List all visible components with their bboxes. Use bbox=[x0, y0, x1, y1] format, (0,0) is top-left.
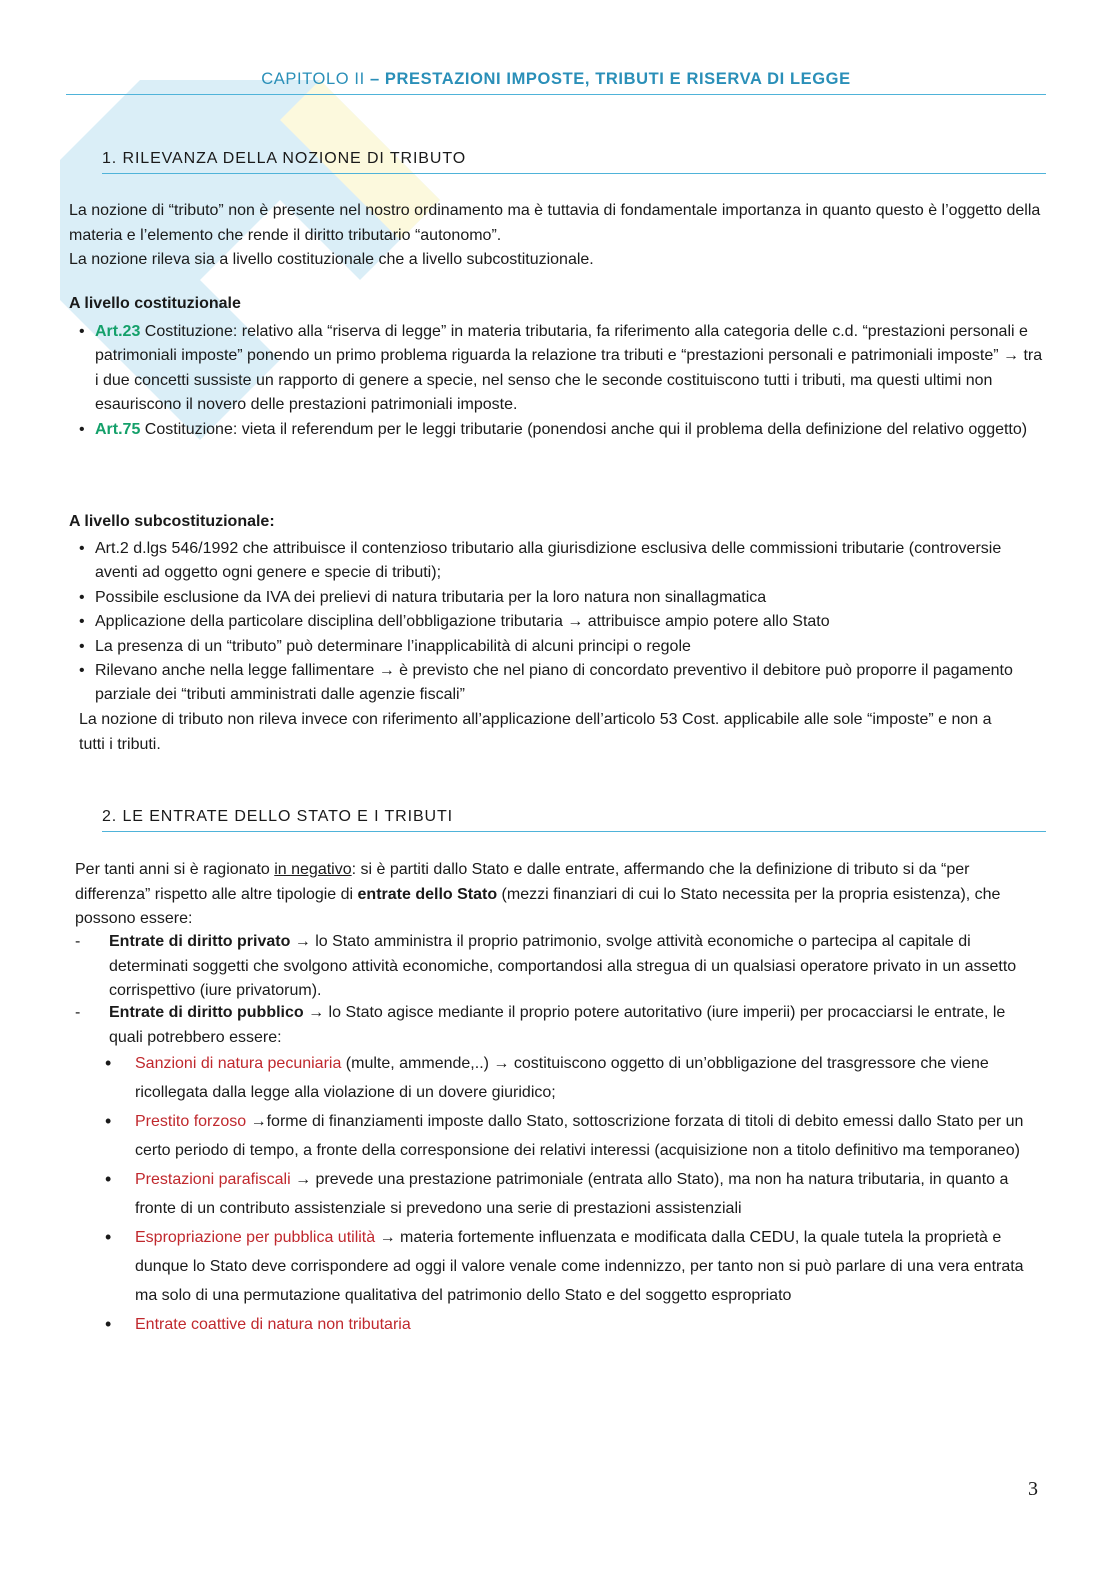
public-entry bbox=[75, 1001, 1035, 1050]
entry-text: →forme di finanziamenti imposte dallo Stato, sottoscrizione forzata di titoli di debito emessi dallo Stato per un certo periodo di tempo, a fronte della corresponsione dei relativi interessi (acquisizione non a titolo definitivo ma temporaneo) bbox=[135, 1113, 1024, 1159]
entry-text: → prevede una prestazione patrimoniale (entrata allo Stato), ma non ha natura tributaria, in quanto a fronte di un contributo assistenziale si prevedono una serie di prestazioni assistenziali bbox=[135, 1171, 1009, 1217]
const-heading: A livello costituzionale bbox=[69, 295, 241, 312]
list-item bbox=[135, 1107, 1035, 1165]
list-item: • La presenza di un “tributo” può determinare l’inapplicabilità di alcuni principi o regole bbox=[69, 635, 1044, 659]
const-list bbox=[69, 320, 1044, 442]
entry-text: → materia fortemente influenzata e modificata dalla CEDU, la quale tutela la proprietà e dunque lo Stato deve corrispondere ad oggi il valore venale come indennizzo, per tanto non si può parlare di una vera entrata ma solo di una permutazione qualitativa del patrimonio dello Stato e del soggetto espropriato bbox=[135, 1229, 1024, 1304]
header-rule bbox=[66, 94, 1046, 95]
header-chapter: CAPITOLO II bbox=[261, 70, 365, 88]
dash-marker: - bbox=[75, 933, 81, 950]
list-item bbox=[69, 418, 1044, 442]
entry-label: Prestazioni parafiscali bbox=[135, 1171, 291, 1188]
list-item bbox=[135, 1310, 1035, 1339]
entry-label: Espropriazione per pubblica utilità bbox=[135, 1229, 376, 1246]
sub-heading: A livello subcostituzionale: bbox=[69, 513, 275, 530]
list-item bbox=[135, 1223, 1035, 1310]
intro-text: (mezzi finanziari di cui lo Stato necessita per la propria esistenza), che possono essere: bbox=[75, 885, 1001, 927]
section-1-intro-2: La nozione rileva sia a livello costituzionale che a livello subcostituzionale. bbox=[69, 251, 594, 268]
section-1-rule bbox=[102, 173, 1046, 174]
intro-underlined: in negativo bbox=[274, 861, 352, 878]
private-entry bbox=[75, 930, 1035, 1004]
section-2-intro bbox=[75, 858, 1040, 932]
list-item: • Rilevano anche nella legge fallimentare → è previsto che nel piano di concordato preventivo il debitore può proporre il pagamento parziale dei “tributi amministrati dalle agenzie fiscali” bbox=[69, 659, 1044, 708]
list-item: • Possibile esclusione da IVA dei prelievi di natura tributaria per la loro natura non sinallagmatica bbox=[69, 586, 1044, 610]
public-entries-list bbox=[135, 1049, 1035, 1339]
list-item bbox=[135, 1049, 1035, 1107]
list-item bbox=[135, 1165, 1035, 1223]
intro-bold: entrate dello Stato bbox=[357, 885, 498, 903]
private-entry-text bbox=[109, 930, 1035, 1004]
entry-label: Sanzioni di natura pecuniaria bbox=[135, 1055, 342, 1072]
section-2-rule bbox=[102, 831, 1046, 832]
list-item-text: Costituzione: relativo alla “riserva di legge” in materia tributaria, fa riferimento alla categoria delle c.d. “prestazioni personali e patrimoniali imposte” ponendo un primo problema riguarda la relazione tra tributi e “prestazioni personali e patrimoniali imposte” → tra i due concetti sussiste un rapporto di genere a specie, nel senso che le seconde costituiscono tutti i tributi, ma questi ultimi non esauriscono il novero delle prestazioni patrimoniali imposte. bbox=[95, 323, 1043, 414]
private-label: Entrate di diritto privato bbox=[109, 933, 291, 950]
list-item: • Art.2 d.lgs 546/1992 che attribuisce il contenzioso tributario alla giurisdizione esclusiva delle commissioni tributarie (controversie aventi ad oggetto ogni genere e specie di tributi); bbox=[69, 537, 1044, 586]
public-label: Entrate di diritto pubblico bbox=[109, 1004, 304, 1021]
entry-text: (multe, ammende,..) → costituiscono oggetto di un’obbligazione del trasgressore che viene ricollegata dalla legge alla violazione di un dovere giuridico; bbox=[135, 1055, 989, 1101]
sub-list bbox=[69, 537, 1044, 708]
entry-label: Prestito forzoso bbox=[135, 1113, 247, 1130]
private-text: → lo Stato amministra il proprio patrimonio, svolge attività economiche o partecipa al capitale di determinati soggetti che svolgono attività economiche, comportandosi alla stregua di un qualsiasi operatore privato in un assetto corrispettivo (iure privatorum). bbox=[109, 933, 1017, 999]
section-2-heading: 2. LE ENTRATE DELLO STATO E I TRIBUTI bbox=[102, 808, 454, 825]
header-title: – PRESTAZIONI IMPOSTE, TRIBUTI E RISERVA DI LEGGE bbox=[364, 70, 851, 88]
public-entry-text bbox=[109, 1001, 1035, 1050]
entry-label: Entrate coattive di natura non tributaria bbox=[135, 1316, 411, 1333]
page-number: 3 bbox=[1028, 1478, 1038, 1500]
list-item bbox=[69, 320, 1044, 418]
section-1-heading: 1. RILEVANZA DELLA NOZIONE DI TRIBUTO bbox=[102, 150, 467, 167]
article-ref: Art.75 bbox=[95, 420, 141, 438]
list-item: • Applicazione della particolare disciplina dell’obbligazione tributaria → attribuisce ampio potere allo Stato bbox=[69, 610, 1044, 634]
page-header bbox=[66, 70, 1046, 89]
intro-text: : si è partiti dallo Stato e dalle entrate, affermando che la definizione di tributo si da “per differenza” rispetto alle altre tipologie di bbox=[75, 861, 970, 903]
article-ref: Art.23 bbox=[95, 323, 141, 340]
public-text: → lo Stato agisce mediante il proprio potere autoritativo (iure imperii) per procacciarsi le entrate, le quali potrebbero essere: bbox=[109, 1004, 1006, 1046]
dash-marker: - bbox=[75, 1004, 81, 1021]
section-1-intro: La nozione di “tributo” non è presente nel nostro ordinamento ma è tuttavia di fondamentale importanza in quanto questo è l’oggetto della materia e l’elemento che rende il diritto tributario “autonomo”. bbox=[69, 202, 1041, 244]
list-item-text: Costituzione: vieta il referendum per le leggi tributarie (ponendosi anche qui il problema della definizione del relativo oggetto) bbox=[140, 420, 1028, 438]
intro-text: Per tanti anni si è ragionato bbox=[75, 861, 275, 878]
section-1-closing: La nozione di tributo non rileva invece con riferimento all’applicazione dell’articolo 53 Cost. applicabile alle sole “imposte” e non a tutti i tributi. bbox=[79, 711, 992, 753]
